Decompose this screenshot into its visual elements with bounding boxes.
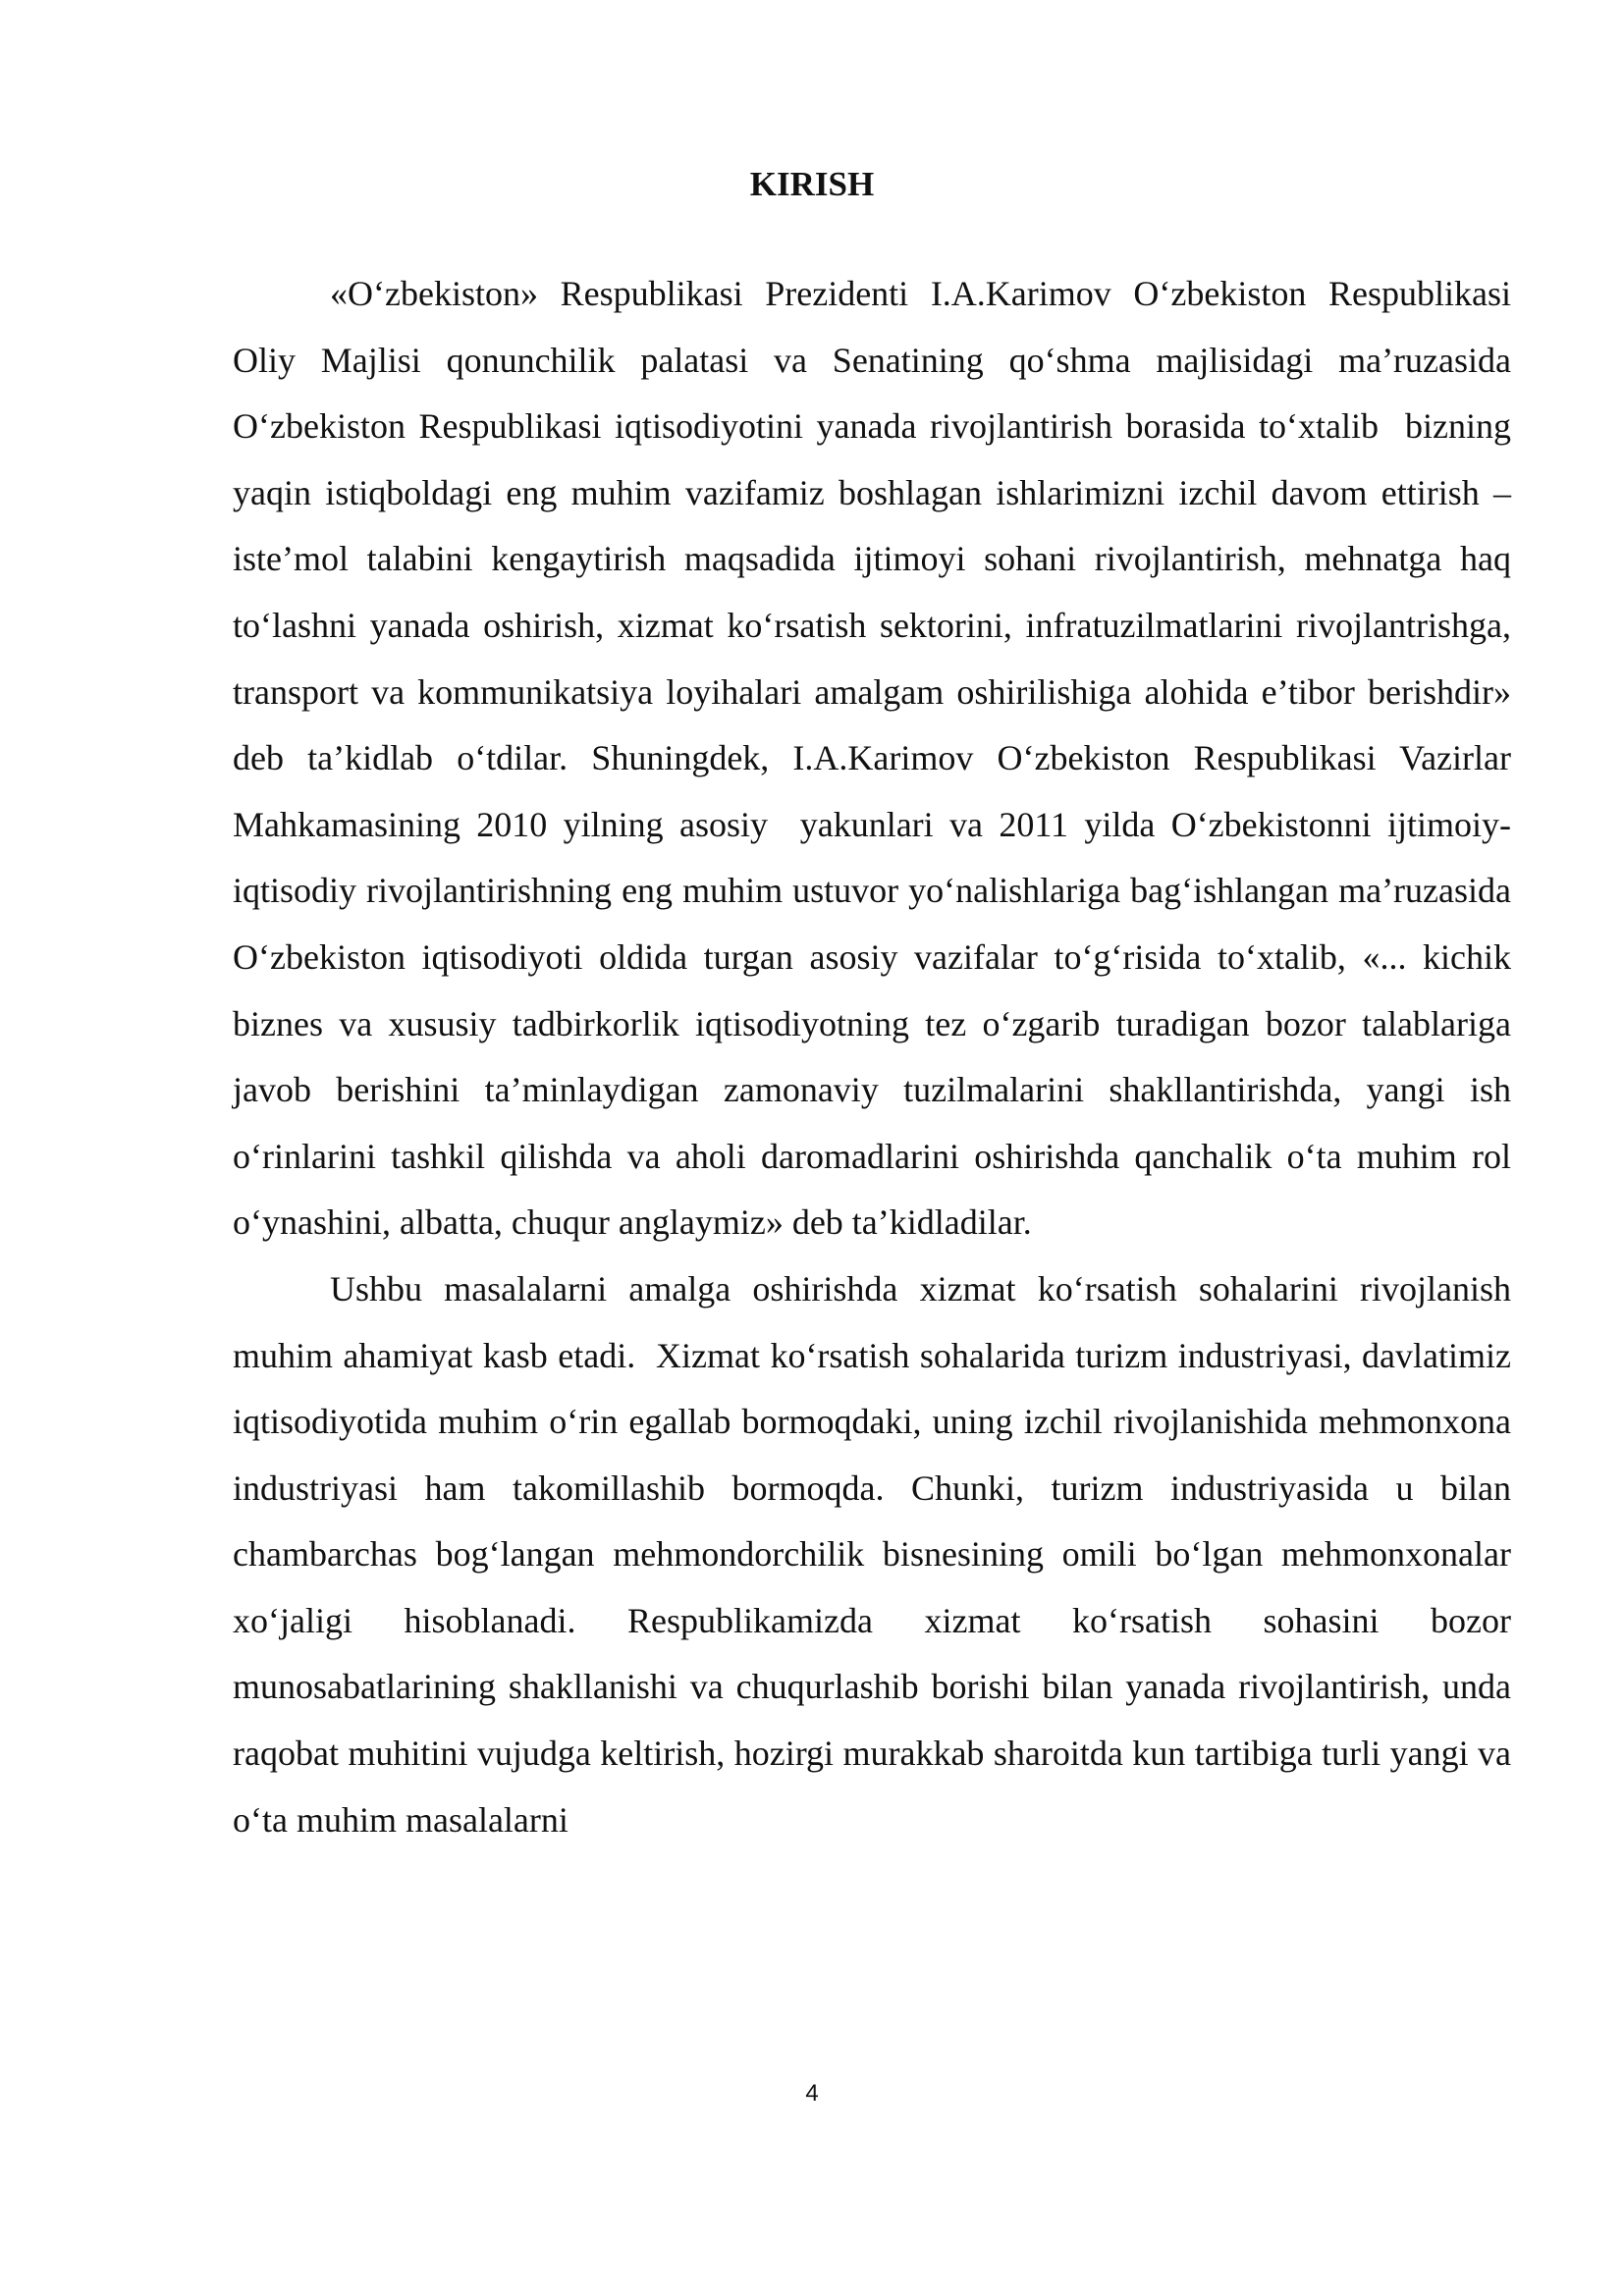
page-body [233, 261, 1520, 1853]
paragraph-1: «O‘zbekiston» Respublikasi Prezidenti I.A.Karimov O‘zbekiston Respublikasi Oliy Majlisi qonunchilik palatasi va Senatining qo‘shma majlisidagi ma’ruzasida O‘zbekiston Respublikasi iqtisodiyotini yanada rivojlantirish borasida to‘xtalib bizning yaqin istiqboldagi eng muhim vazifamiz boshlagan ishlarimizni izchil davom ettirish – iste’mol talabini kengaytirish maqsadida ijtimoyi sohani rivojlantirish, mehnatga haq to‘lashni yanada oshirish, xizmat ko‘rsatish sektorini, infratuzilmatlarini rivojlantrishga, transport va kommunikatsiya loyihalari amalgam oshirilishiga alohida e’tibor berishdir» deb ta’kidlab o‘tdilar. Shuningdek, I.A.Karimov O‘zbekiston Respublikasi Vazirlar Mahkamasining 2010 yilning asosiy yakunlari va 2011 yilda O‘zbekistonni ijtimoiy-iqtisodiy rivojlantirishning eng muhim ustuvor yo‘nalishlariga bag‘ishlangan ma’ruzasida O‘zbekiston iqtisodiyoti oldida turgan asosiy vazifalar to‘g‘risida to‘xtalib, «... kichik biznes va xususiy tadbirkorlik iqtisodiyotning tez o‘zgarib turadigan bozor talablariga javob berishini ta’minlaydigan zamonaviy tuzilmalarini shakllantirishda, yangi ish o‘rinlarini tashkil qilishda va aholi daromadlarini oshirishda qanchalik o‘ta muhim rol o‘ynashini, albatta, chuqur anglaymiz» deb ta’kidladilar. [233, 274, 1520, 1243]
page-number: 4 [805, 2080, 819, 2107]
page-title: KIRISH [749, 165, 875, 203]
paragraph-2: Ushbu masalalarni amalga oshirishda xizmat ko‘rsatish sohalarini rivojlanish muhim ahamiyat kasb etadi. Xizmat ko‘rsatish sohalarida turizm industriyasi, davlatimiz iqtisodiyotida muhim o‘rin egallab bormoqdaki, uning izchil rivojlanishida mehmonxona industriyasi ham takomillashib bormoqda. Chunki, turizm industriyasida u bilan chambarchas bog‘langan mehmondorchilik bisnesining omili bo‘lgan mehmonxonalar xo‘jaligi hisoblanadi. Respublikamizda xizmat ko‘rsatish sohasini bozor munosabatlarining shakllanishi va chuqurlashib borishi bilan yanada rivojlantirish, unda raqobat muhitini vujudga keltirish, hozirgi murakkab sharoitda kun tartibiga turli yangi va o‘ta muhim masalalarni [233, 1268, 1520, 1840]
